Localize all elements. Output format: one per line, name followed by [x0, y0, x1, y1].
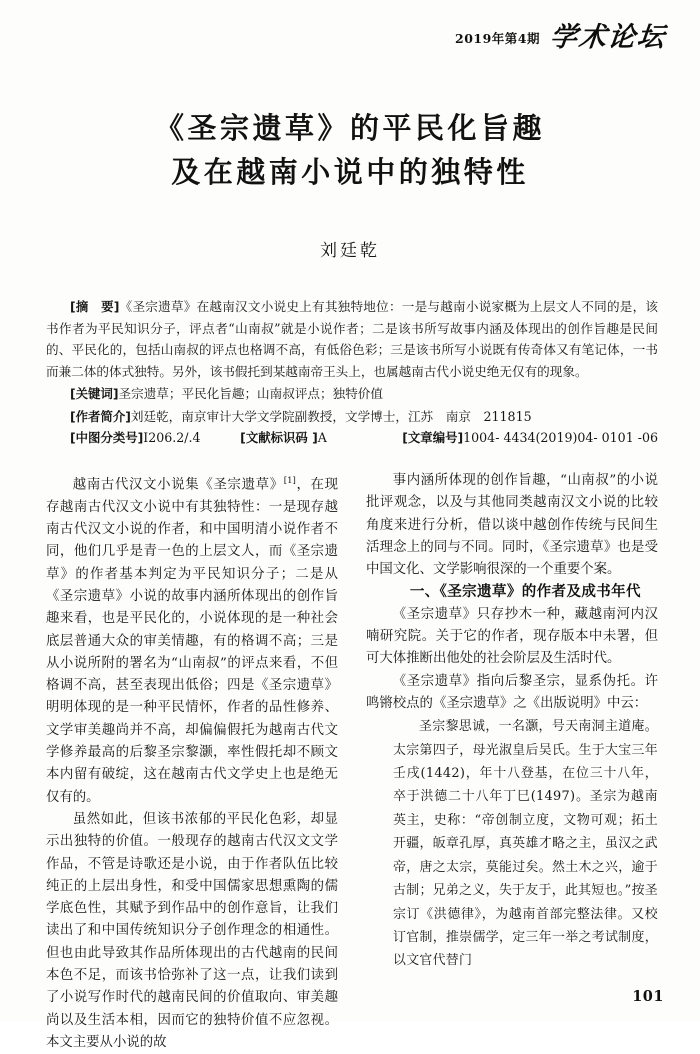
front-matter — [46, 296, 658, 449]
left-column — [46, 470, 339, 1050]
paragraph-text-a: 越南古代汉文小说集《圣宗遗草》 — [72, 477, 284, 493]
issue-label: 2019年第4期 — [455, 31, 540, 46]
running-head — [455, 24, 666, 51]
classification-line — [46, 427, 658, 449]
doc-code-segment — [216, 427, 378, 449]
journal-logo: 学术论坛 — [548, 22, 668, 53]
clc-value: I206.2/.4 — [143, 430, 201, 445]
keywords-label: [关键词] — [70, 386, 119, 401]
clc-segment — [46, 427, 216, 449]
abstract-paragraph — [46, 296, 658, 382]
clc-label: [中图分类号] — [70, 430, 144, 445]
doc-code-label: [文献标识码 ] — [240, 430, 318, 445]
article-title — [0, 106, 700, 194]
author-bio-paragraph — [46, 406, 658, 428]
abstract-text: 《圣宗遗草》在越南汉文小说史上有其独特地位：一是与越南小说家概为上层文人不同的是，该书作者为平民知识分子，评点者“山南叔”就是小说作者；二是该书所写故事内涵及体现出的创作旨趣是民间的、平民化的，包括山南叔的评点也格调不高，有低俗色彩；三是该书所写小说既有传奇体又有笔记体，一书而兼二体的体式独特。另外，该书假托到某越南帝王头上，也属越南古代小说史绝无仅有的现象。 — [46, 299, 659, 379]
author-bio-label: [作者简介] — [70, 408, 131, 424]
article-title-line-2: 及在越南小说中的独特性 — [171, 155, 529, 189]
page-number: 101 — [632, 988, 664, 1005]
block-quote-text: 圣宗黎思诚，一名灏，号天南洞主道庵。太宗第四子，母光淑皇后吴氏。生于大宝三年壬戌(1442)，年十八登基，在位三十八年，卒于洪德二十八年丁巳(1497)。圣宗为越南英主，史称：“帝创制立度，文物可观；拓土开疆，皈章孔厚，真英雄才略之主，虽汉之武帝，唐之太宗，莫能过矣。然土木之兴，逾于古制；兄弟之义，失于友于，此其短也。”按圣宗订《洪德律》，为越南首部完整法律。又校订官制，推崇儒学，定三年一举之考试制度，以文官代替门 — [393, 719, 658, 969]
paragraph-text-b: ，在现存越南古代汉文小说中有其独特性：一是现存越南古代汉文小说的作者，和中国明清小说作者不同，他们几乎是青一色的上层文人，而《圣宗遗草》的作者基本判定为平民知识分子；二是从《圣宗遗草》小说的故事内涵所体现出的创作旨趣来看，也是平民化的，小说体现的是一种社会底层普通大众的审美情趣，有的格调不高；三是从小说所附的署名为“山南叔”的评点来看，不但格调不高，甚至表现出低俗；四是《圣宗遗草》明明体现的是一种平民情怀，作者的品性修养、文学审美趣尚并不高，却偏偏假托为越南古代文学修养最高的后黎圣宗黎灏，率性假托却不顾文本内留有破绽，这在越南古代文学史上也是绝无仅有的。 — [46, 477, 339, 805]
article-id-segment — [378, 427, 658, 449]
block-quote — [366, 715, 658, 972]
article-id-label: [文章编号] — [402, 430, 464, 445]
author-name: 刘廷乾 — [320, 241, 380, 261]
body-paragraph: 事内涵所体现的创作旨趣，“山南叔”的小说批评观念，以及与其他同类越南汉文小说的比较角度来进行分析，借以谈中越创作传统与民间生活理念上的同与不同。同时，《圣宗遗草》也是受中国文化、文学影响很深的一个重要个案。 — [366, 473, 658, 578]
keywords-paragraph — [46, 383, 658, 405]
doc-code-value: A — [317, 430, 327, 445]
body-paragraph: 《圣宗遗草》指向后黎圣宗，显系伪托。许鸣锵校点的《圣宗遗草》之《出版说明》中云： — [366, 673, 658, 711]
reference-marker: [1] — [283, 476, 296, 486]
right-column — [366, 470, 658, 970]
article-id-value: 1004- 4434(2019)04- 0101 -06 — [463, 430, 658, 445]
abstract-label: [摘 要] — [70, 299, 120, 314]
keywords-text: 圣宗遗草；平民化旨趣；山南叔评点；独特价值 — [118, 386, 383, 401]
body-paragraph — [46, 470, 338, 809]
section-heading: 一、《圣宗遗草》的作者及成书年代 — [409, 584, 641, 601]
author-bio-text: 刘廷乾，南京审计大学文学院副教授，文学博士，江苏 南京 211815 — [130, 408, 532, 424]
body-paragraph: 《圣宗遗草》只存抄木一种，藏越南河内汉喃研究院。关于它的作者，现存版本中未署，但可大体推断出他处的社会阶层及生活时代。 — [366, 606, 658, 667]
article-title-line-1: 《圣宗遗草》的平民化旨趣 — [154, 111, 545, 145]
body-paragraph: 虽然如此，但该书浓郁的平民化色彩，却显示出独特的价值。一般现存的越南古代汉文文学作品，不管是诗歌还是小说，由于作者队伍比较纯正的上层出身性，和受中国儒家思想熏陶的儒学底色性，其赋予到作品中的创作意旨，让我们读出了和中国传统知识分子创作理念的相通性。但也由此导致其作品所体现出的古代越南的民间本色不足，而该书恰弥补了这一点，让我们读到了小说写作时代的越南民间的价值取向、审美趣尚以及生活本相，因而它的独特价值不应忽视。本文主要从小说的故 — [46, 811, 338, 1050]
